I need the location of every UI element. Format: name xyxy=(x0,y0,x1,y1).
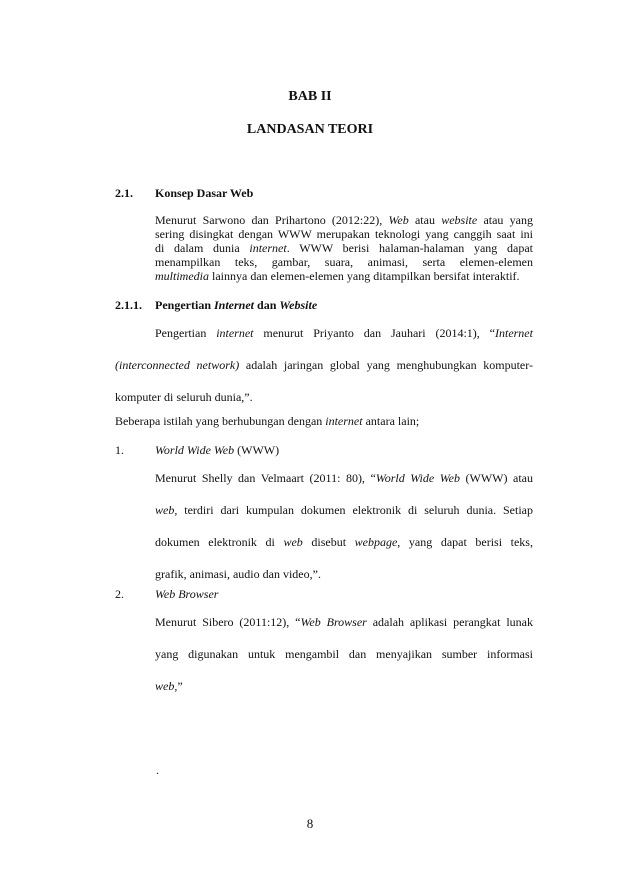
page-number: 8 xyxy=(306,816,314,831)
subsection-number: 2.1.1. xyxy=(115,298,142,312)
list-paragraph xyxy=(155,471,533,593)
paragraph-line: komputer di seluruh dunia,”. xyxy=(115,390,253,404)
paragraph-line: web, terdiri dari kumpulan dokumen elektronik di seluruh dunia. Setiap xyxy=(155,503,533,517)
section-number: 2.1. xyxy=(115,186,133,200)
list-heading: World Wide Web (WWW) xyxy=(155,443,280,457)
intro-sentence: Beberapa istilah yang berhubungan dengan internet antara lain; xyxy=(115,414,420,428)
paragraph-line: Menurut Sarwono dan Prihartono (2012:22), Web atau website atau yang xyxy=(155,213,533,227)
list-number: 2. xyxy=(115,587,124,601)
paragraph-line: web,” xyxy=(155,679,183,693)
paragraph-line: di dalam dunia internet. WWW berisi halaman-halaman yang dapat xyxy=(155,241,533,255)
section-heading: Konsep Dasar Web xyxy=(155,186,254,200)
paragraph-line: Menurut Shelly dan Velmaart (2011: 80), “World Wide Web (WWW) atau xyxy=(155,471,533,485)
chapter-title: LANDASAN TEORI xyxy=(246,122,374,137)
paragraph-line: (interconnected network) adalah jaringan global yang menghubungkan komputer- xyxy=(115,358,533,372)
paragraph-line: Pengertian internet menurut Priyanto dan Jauhari (2014:1), “Internet xyxy=(155,326,533,340)
list-number: 1. xyxy=(115,443,124,457)
paragraph-line: grafik, animasi, audio dan video,”. xyxy=(155,567,321,581)
paragraph-line: menampilkan teks, gambar, suara, animasi, serta elemen-elemen xyxy=(155,255,533,269)
stray-mark: . xyxy=(156,763,159,777)
paragraph-line: Menurut Sibero (2011:12), “Web Browser adalah aplikasi perangkat lunak xyxy=(155,615,533,629)
subsection-heading: Pengertian Internet dan Website xyxy=(155,298,318,312)
paragraph-line: yang digunakan untuk mengambil dan menyajikan sumber informasi xyxy=(155,647,533,661)
paragraph-line: sering disingkat dengan WWW merupakan teknologi yang canggih saat ini xyxy=(155,227,533,241)
paragraph-line: dokumen elektronik di web disebut webpage, yang dapat berisi teks, xyxy=(155,535,533,549)
list-paragraph xyxy=(155,615,533,705)
subsection-paragraph xyxy=(115,326,533,416)
paragraph-line: multimedia lainnya dan elemen-elemen yang ditampilkan bersifat interaktif. xyxy=(155,269,520,283)
section-paragraph xyxy=(155,213,533,283)
chapter-heading: BAB II xyxy=(288,89,332,104)
list-heading: Web Browser xyxy=(155,587,219,601)
